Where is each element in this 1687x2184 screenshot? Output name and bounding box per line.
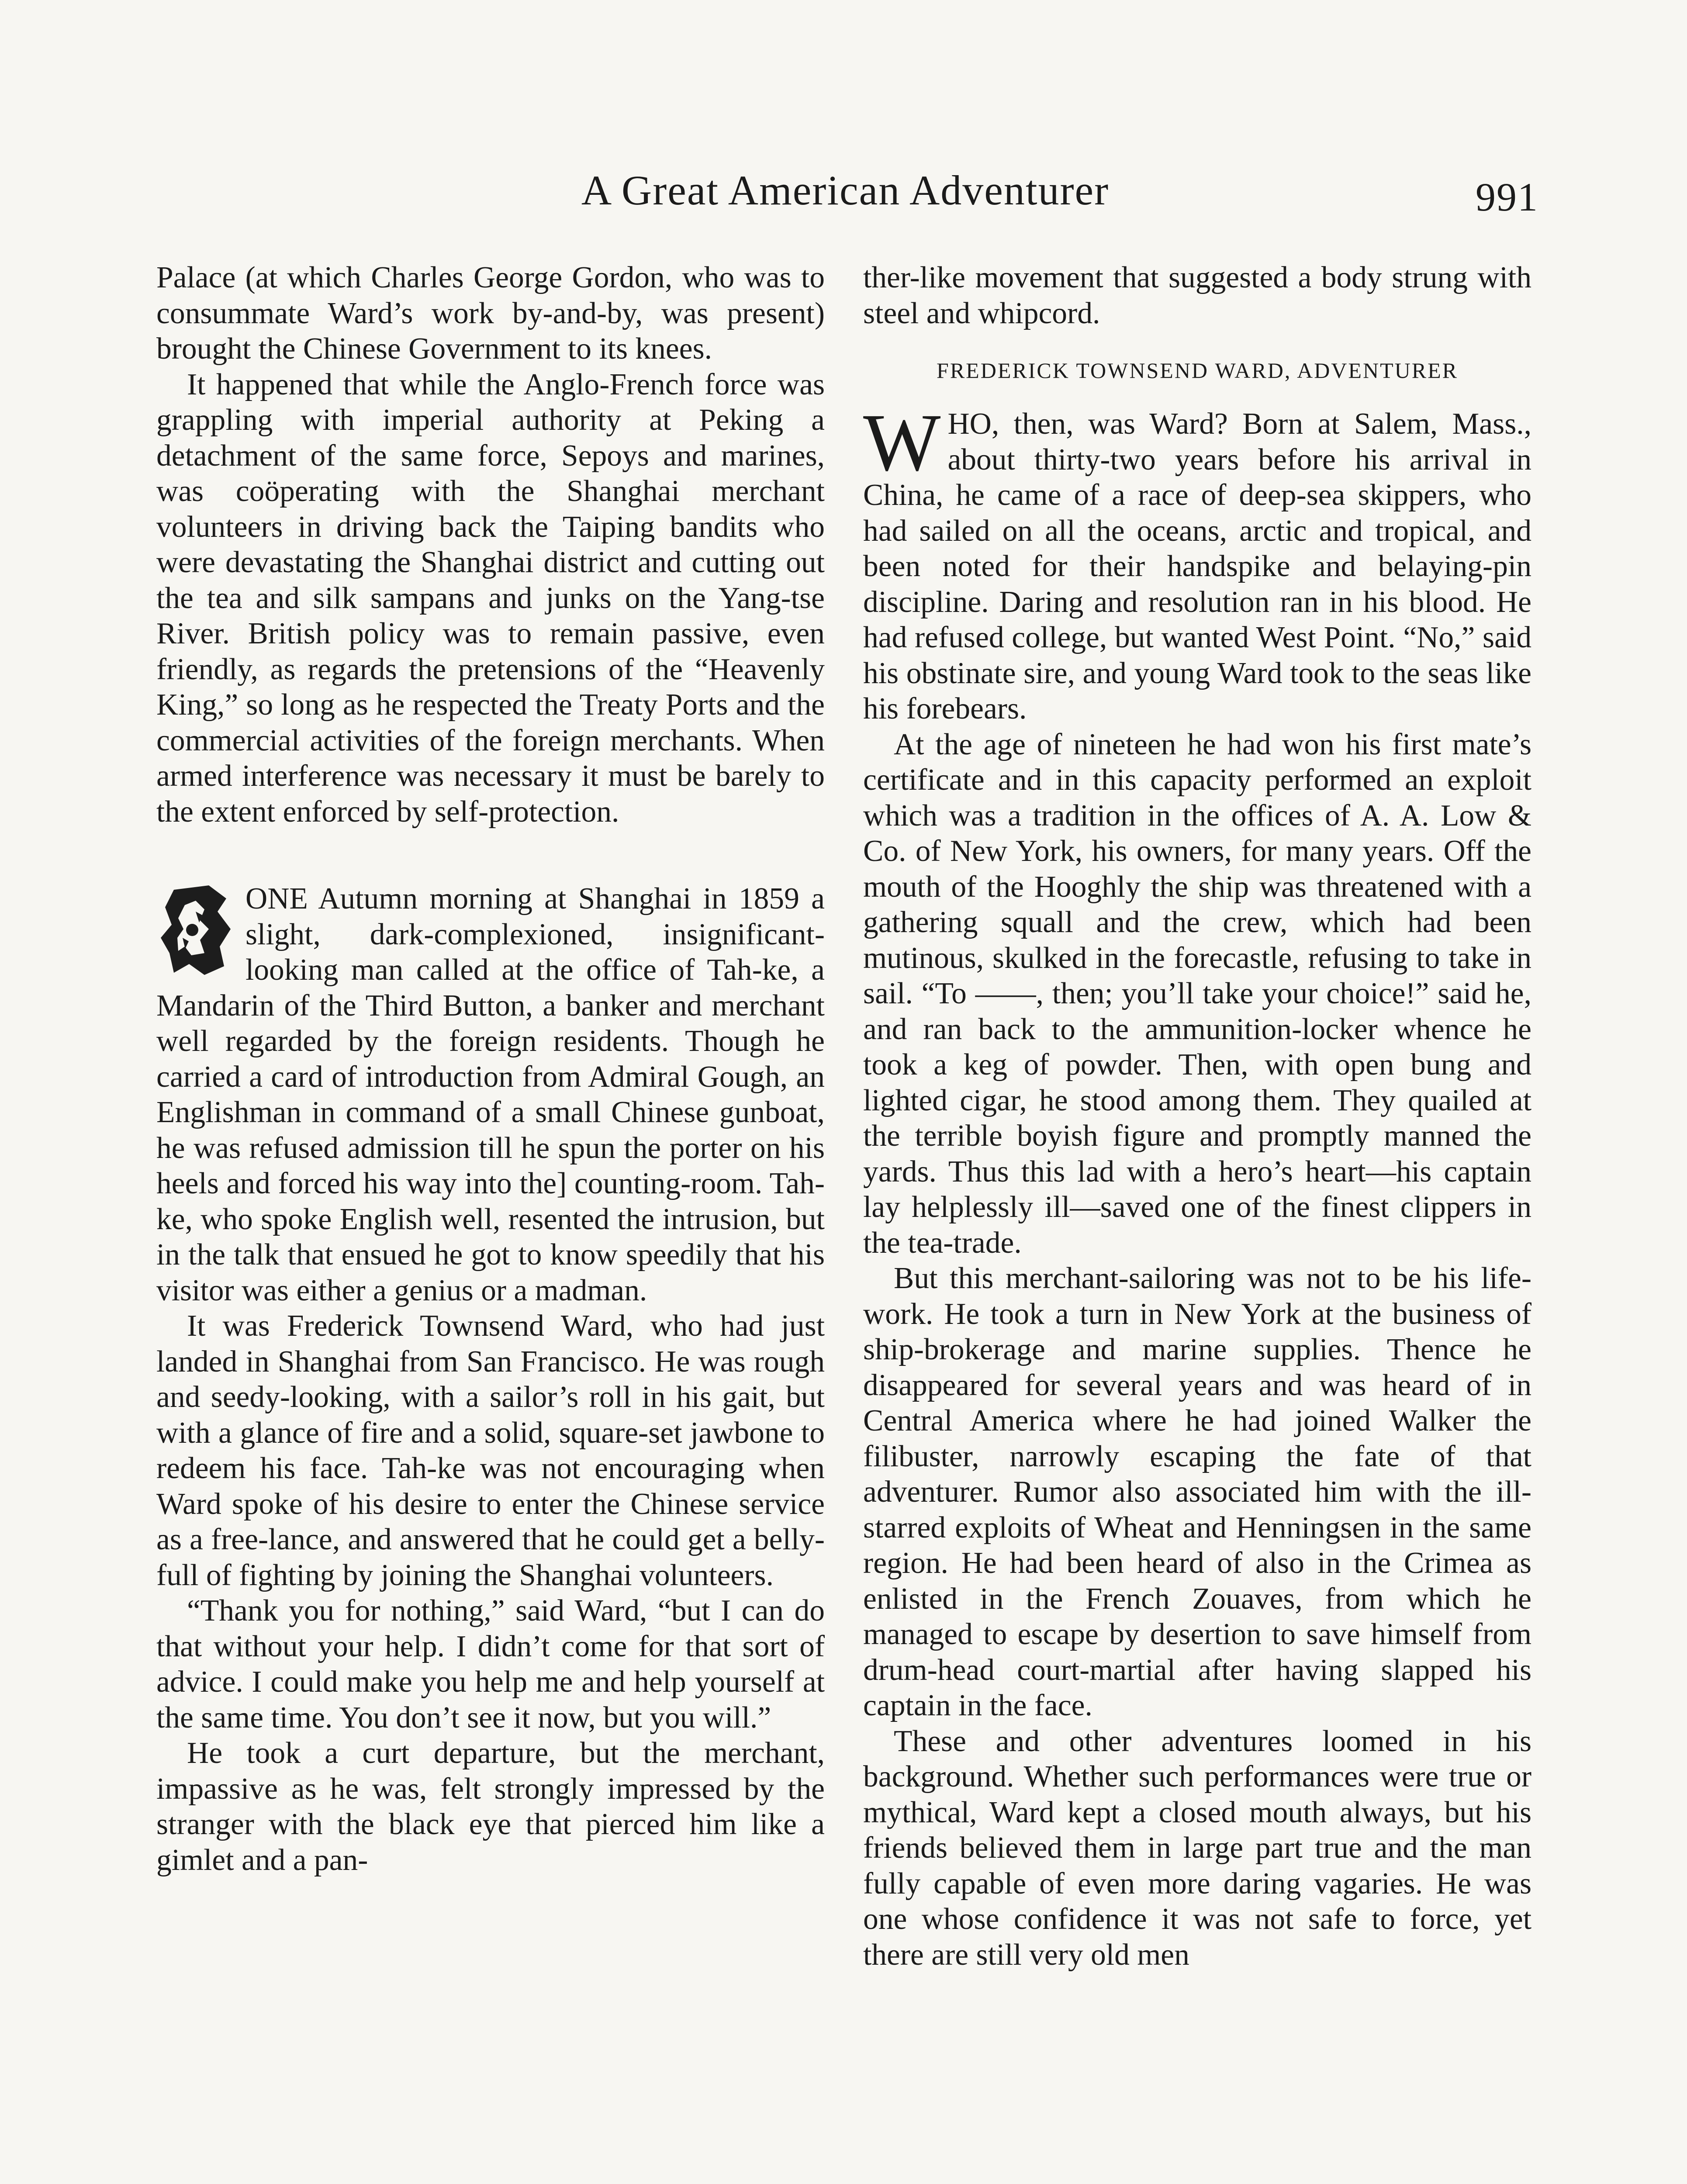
paragraph-with-dropcap: [863, 397, 1531, 727]
paragraph-text: HO, then, was Ward? Born at Salem, Mass., about thirty-two years before his arrival in China, he came of a race of deep-sea skippers, who had sailed on all the oceans, arctic and tropical, and been noted for their handspike and belaying-pin discipline. Daring and resolution ran in his blood. He had refused college, but wanted West Point. “No,” said his obstinate sire, and young Ward took to the seas like his forebears.: [863, 407, 1531, 726]
paragraph: ther-like movement that suggested a body strung with steel and whipcord.: [863, 261, 1531, 330]
paragraph: These and other adventures loomed in his background. Whether such performances were true or mythical, Ward kept a closed mouth always, but his friends believed them in large part true and the man fully capable of even more daring vagaries. He was one whose confidence it was not safe to force, yet there are still very old men: [863, 1724, 1531, 1972]
paragraph-spacer: [156, 829, 825, 881]
paragraph: But this merchant-sailoring was not to be his life-work. He took a turn in New York at the business of ship-brokerage and marine supplies. Thence he disappeared for several years and was heard of in Central America where he had joined Walker the filibuster, narrowly escaping the fate of that adventurer. Rumor also associated him with the ill-starred exploits of Wheat and Henningsen in the same region. He had been heard of also in the Crimea as enlisted in the French Zouaves, from which he managed to escape by desertion to save himself from drum-head court-martial after having slapped his captain in the face.: [863, 1261, 1531, 1722]
section-heading: FREDERICK TOWNSEND WARD, ADVENTURER: [937, 358, 1458, 383]
left-column: [156, 260, 825, 2184]
paragraph: “Thank you for nothing,” said Ward, “but I can do that without your help. I didn’t come for that sort of advice. I could make you help me and help yourself at the same time. You don’t see it now, but you will.”: [156, 1594, 825, 1735]
right-column: [863, 260, 1531, 2184]
paragraph-text: ONE Autumn morning at Shanghai in 1859 a slight, dark-complexioned, insignificant-looking man called at the office of Tah-ke, a Mandarin of the Third Button, a banker and merchant well regarded by the foreign residents. Though he carried a card of introduction from Admiral Gough, an Englishman in command of a small Chinese gunboat, he was refused admission till he spun the porter on his heels and forced his way into the] counting-room. Tah-ke, who spoke English well, resented the intrusion, but in the talk that ensued he got to know speedily that his visitor was either a genius or a madman.: [156, 882, 825, 1307]
paragraph: At the age of nineteen he had won his first mate’s certificate and in this capacity performed an exploit which was a tradition in the offices of A. A. Low & Co. of New York, his owners, for many years. Off the mouth of the Hooghly the ship was threatened with a gathering squall and the crew, which had been mutinous, skulked in the forecastle, refusing to take in sail. “To ——, then; you’ll take your choice!” said he, and ran back to the ammunition-locker whence he took a keg of powder. Then, with open bung and lighted cigar, he stood among them. They quailed at the terrible boyish figure and promptly manned the yards. Thus this lad with a hero’s heart—his captain lay helplessly ill—saved one of the finest clippers in the tea-trade.: [863, 727, 1531, 1260]
paragraph: Palace (at which Charles George Gordon, who was to consummate Ward’s work by-and-by, was present) brought the Chinese Government to its knees.: [156, 261, 825, 366]
running-title: A Great American Adventurer: [581, 166, 1110, 214]
decorative-ornament-icon: [156, 881, 239, 981]
drop-cap: W: [863, 397, 941, 488]
page-number: 991: [1476, 175, 1538, 219]
paragraph: It was Frederick Townsend Ward, who had just landed in Shanghai from San Francisco. He was rough and seedy-looking, with a sailor’s roll in his gait, but with a glance of fire and a solid, square-set jawbone to redeem his face. Tah-ke was not encouraging when Ward spoke of his desire to enter the Chinese service as a free-lance, and answered that he could get a belly-full of fighting by joining the Shanghai volunteers.: [156, 1309, 825, 1592]
paragraph-with-ornament: [156, 881, 825, 1308]
paragraph: He took a curt departure, but the merchant, impassive as he was, felt strongly impressed by the stranger with the black eye that pierced him like a gimlet and a pan-: [156, 1736, 825, 1877]
running-head: [157, 166, 1533, 214]
paragraph: It happened that while the Anglo-French force was grappling with imperial authority at Peking a detachment of the same force, Sepoys and marines, was coöperating with the Shanghai merchant volunteers in driving back the Taiping bandits who were devastating the Shanghai district and cutting out the tea and silk sampans and junks on the Yang-tse River. British policy was to remain passive, even friendly, as regards the pretensions of the “Heavenly King,” so long as he respected the Treaty Ports and the commercial activities of the foreign merchants. When armed interference was necessary it must be barely to the extent enforced by self-protection.: [156, 367, 825, 829]
